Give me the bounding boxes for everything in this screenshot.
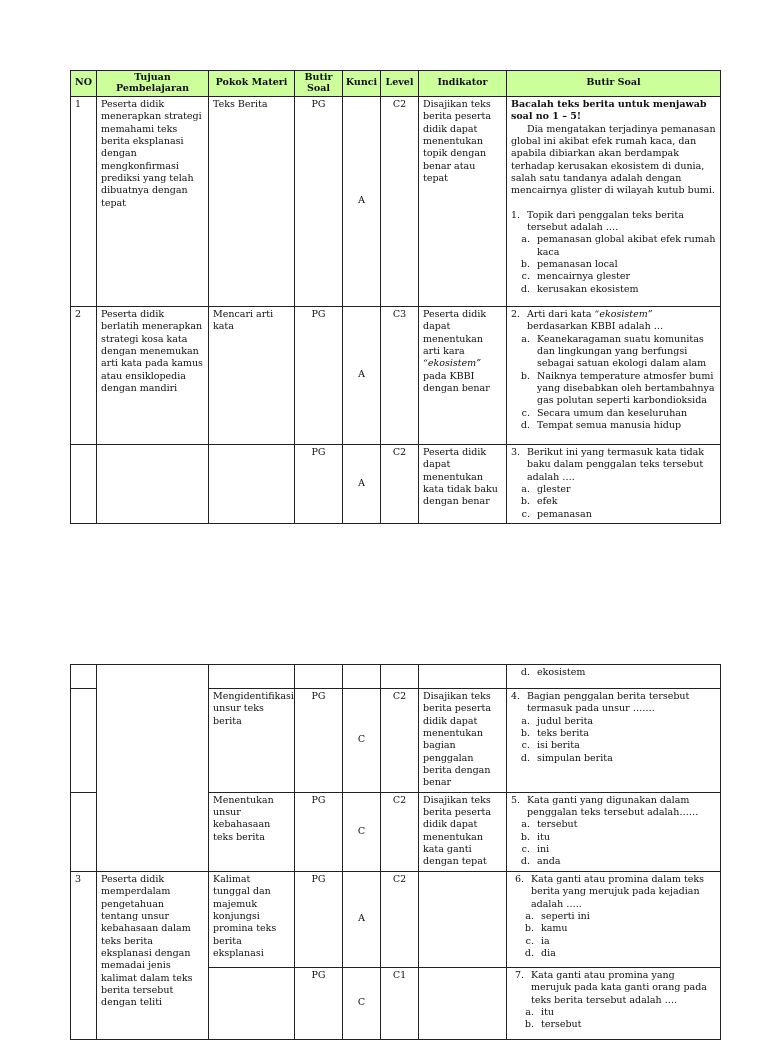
- question-stem: [511, 691, 716, 716]
- row-tujuan: Peserta didik memperdalam pengetahuan tentang unsur kebahasaan dalam teks berita eksplanasi dengan memadai jenis kalimat dalam teks berita tersebut dengan teliti: [97, 871, 209, 1039]
- row-kunci: [343, 665, 381, 689]
- answer-options: [515, 1007, 716, 1032]
- row-pokok: [209, 445, 295, 524]
- row-indikator: Peserta didik dapat menentukan kata tidak baku dengan benar: [419, 445, 507, 524]
- row-tujuan: [97, 445, 209, 524]
- row-indikator: [419, 307, 507, 445]
- row-kunci: C: [343, 967, 381, 1039]
- indikator-pre: Peserta didik dapat menentukan arti kara: [423, 309, 487, 358]
- option-item: c. mencairnya glester: [533, 271, 716, 283]
- row-butir: PG: [295, 689, 343, 793]
- answer-options: [511, 819, 716, 868]
- answer-options: [511, 716, 716, 765]
- row-indikator: Disajikan teks berita peserta didik dapat menentukan kata ganti dengan tepat: [419, 792, 507, 871]
- row-no: 2: [71, 307, 97, 445]
- row-question-cell: [507, 792, 721, 871]
- option-item: d. kerusakan ekosistem: [533, 284, 716, 296]
- row-question-cell: [507, 307, 721, 445]
- row-indikator: Disajikan teks berita peserta didik dapat menentukan topik dengan benar atau tepat: [419, 97, 507, 307]
- row-kunci: A: [343, 307, 381, 445]
- question-text: Kata ganti atau promina yang merujuk pada kata ganti orang pada teks berita tersebut adalah ….: [531, 969, 707, 1006]
- row-kunci: A: [343, 445, 381, 524]
- answer-options: [515, 911, 716, 960]
- question-number: 7.: [515, 969, 525, 981]
- table-row: [71, 445, 721, 524]
- row-no: 1: [71, 97, 97, 307]
- option-item: a. itu: [537, 1007, 716, 1019]
- answer-options: [511, 667, 716, 679]
- question-number: 6.: [515, 873, 525, 885]
- answer-options: [511, 334, 716, 433]
- question-text: Topik dari penggalan teks berita tersebut adalah ….: [527, 209, 684, 234]
- option-item: c. ini: [533, 844, 716, 856]
- table-row: [71, 307, 721, 445]
- table-row: [71, 871, 721, 967]
- row-kunci: C: [343, 792, 381, 871]
- option-item: b. pemanasan local: [533, 259, 716, 271]
- question-number: 1.: [511, 209, 521, 221]
- question-stem: [511, 210, 716, 235]
- question-number: 3.: [511, 447, 521, 458]
- option-item: d. simpulan berita: [533, 753, 716, 765]
- option-item: a. Keanekaragaman suatu komunitas dan lingkungan yang berfungsi sebagai satuan ekologi dalam alam: [533, 334, 716, 371]
- question-text: Berikut ini yang termasuk kata tidak baku dalam penggalan teks tersebut adalah ….: [527, 447, 705, 483]
- question-text: [527, 309, 716, 334]
- row-butir: PG: [295, 445, 343, 524]
- row-no: [71, 792, 97, 871]
- option-item: a. tersebut: [533, 819, 716, 831]
- row-level: C2: [381, 689, 419, 793]
- row-indikator: Disajikan teks berita peserta didik dapat menentukan bagian penggalan berita dengan benar: [419, 689, 507, 793]
- question-grid-table-1: [70, 70, 721, 524]
- option-item: b. kamu: [537, 923, 716, 935]
- option-item: c. Secara umum dan keseluruhan: [533, 408, 716, 420]
- indikator-em: “ekosistem”: [423, 358, 482, 370]
- row-level: [381, 665, 419, 689]
- row-tujuan: [97, 665, 209, 872]
- row-butir: [295, 665, 343, 689]
- row-kunci: A: [343, 97, 381, 307]
- indikator-post: pada KBBI dengan benar: [423, 370, 490, 395]
- option-item: b. tersebut: [537, 1019, 716, 1031]
- question-text: Bagian penggalan berita tersebut termasuk pada unsur …….: [527, 691, 690, 715]
- row-pokok: [209, 967, 295, 1039]
- row-tujuan: Peserta didik menerapkan strategi memahami teks berita eksplanasi dengan mengkonfirmasi prediksi yang telah dibuatnya dengan tepat: [97, 97, 209, 307]
- row-butir: PG: [295, 307, 343, 445]
- header-row: [71, 71, 721, 97]
- table-row: [71, 665, 721, 689]
- row-question-cell: [507, 97, 721, 307]
- row-level: C2: [381, 445, 419, 524]
- question-stem: [511, 309, 716, 334]
- row-kunci: C: [343, 689, 381, 793]
- question-number: 5.: [511, 794, 521, 806]
- row-question-cell: [507, 665, 721, 689]
- option-item: c. pemanasan: [533, 509, 716, 521]
- option-item: d. anda: [533, 856, 716, 868]
- option-item: b. efek: [533, 496, 716, 508]
- row-question-cell: [507, 445, 721, 524]
- answer-options: [511, 234, 716, 296]
- option-item: b. itu: [533, 832, 716, 844]
- header-tujuan: Tujuan Pembelajaran: [97, 71, 209, 97]
- row-butir: PG: [295, 97, 343, 307]
- row-kunci: A: [343, 871, 381, 967]
- row-level: C2: [381, 792, 419, 871]
- header-pokok: Pokok Materi: [209, 71, 295, 97]
- row-pokok: Menentukan unsur kebahasaan teks berita: [209, 792, 295, 871]
- header-butir-soal: Butir Soal: [507, 71, 721, 97]
- row-tujuan: Peserta didik berlatih menerapkan strategi kosa kata dengan menemukan arti kata pada kamus atau ensiklopedia dengan mandiri: [97, 307, 209, 445]
- row-no: [71, 665, 97, 689]
- option-item: a. seperti ini: [537, 911, 716, 923]
- header-no: NO: [71, 71, 97, 97]
- question-number: 4.: [511, 691, 521, 702]
- reading-instruction: Bacalah teks berita untuk menjawab soal no 1 – 5!: [511, 99, 707, 123]
- row-level: C1: [381, 967, 419, 1039]
- row-pokok: Kalimat tunggal dan majemuk konjungsi promina teks berita eksplanasi: [209, 871, 295, 967]
- row-level: C2: [381, 97, 419, 307]
- option-item: a. judul berita: [533, 716, 716, 728]
- option-item: c. ia: [537, 936, 716, 948]
- row-indikator: [419, 871, 507, 967]
- header-butir: Butir Soal: [295, 71, 343, 97]
- question-number: 2.: [511, 309, 521, 320]
- news-passage: Dia mengatakan terjadinya pemanasan global ini akibat efek rumah kaca, dan apabila dibiarkan akan berdampak terhadap kerusakan ekosistem di dunia, salah satu tandanya adalah dengan mencairnya glister di wilayah kutub bumi.: [511, 123, 716, 197]
- option-item: d. ekosistem: [533, 667, 716, 679]
- row-pokok: Mengidentifikasi unsur teks berita: [209, 689, 295, 793]
- row-level: C3: [381, 307, 419, 445]
- option-item: a. pemanasan global akibat efek rumah kaca: [533, 234, 716, 259]
- question-stem: [515, 970, 716, 1007]
- row-indikator: [419, 967, 507, 1039]
- option-item: a. glester: [533, 484, 716, 496]
- row-question-cell: [507, 689, 721, 793]
- row-question-cell: [507, 871, 721, 967]
- option-item: b. teks berita: [533, 728, 716, 740]
- row-pokok: [209, 665, 295, 689]
- row-butir: PG: [295, 792, 343, 871]
- question-stem: [515, 874, 716, 911]
- answer-options: [511, 484, 716, 521]
- row-question-cell: [507, 967, 721, 1039]
- table-row: [71, 97, 721, 307]
- row-no: [71, 445, 97, 524]
- question-post: berdasarkan KBBI adalah …: [527, 321, 664, 333]
- question-stem: [511, 795, 716, 820]
- row-pokok: Teks Berita: [209, 97, 295, 307]
- header-kunci: Kunci: [343, 71, 381, 97]
- row-indikator: [419, 665, 507, 689]
- question-grid-table-2: [70, 664, 721, 1040]
- row-no: 3: [71, 871, 97, 1039]
- option-item: d. Tempat semua manusia hidup: [533, 420, 716, 432]
- row-butir: PG: [295, 967, 343, 1039]
- option-item: c. isi berita: [533, 740, 716, 752]
- row-pokok: Mencari arti kata: [209, 307, 295, 445]
- question-pre: Arti dari kata: [527, 309, 595, 320]
- option-item: b. Naiknya temperature atmosfer bumi yang disebabkan oleh bertambahnya gas polutan seperti karbondioksida: [533, 371, 716, 408]
- question-text: Kata ganti atau promina dalam teks berita yang merujuk pada kejadian adalah …..: [531, 873, 705, 910]
- row-level: C2: [381, 871, 419, 967]
- question-stem: [511, 447, 716, 484]
- option-item: d. dia: [537, 948, 716, 960]
- row-butir: PG: [295, 871, 343, 967]
- header-indikator: Indikator: [419, 71, 507, 97]
- question-text: Kata ganti yang digunakan dalam penggalan teks tersebut adalah……: [527, 794, 699, 819]
- header-level: Level: [381, 71, 419, 97]
- question-em: “ekosistem”: [594, 309, 653, 320]
- row-no: [71, 689, 97, 793]
